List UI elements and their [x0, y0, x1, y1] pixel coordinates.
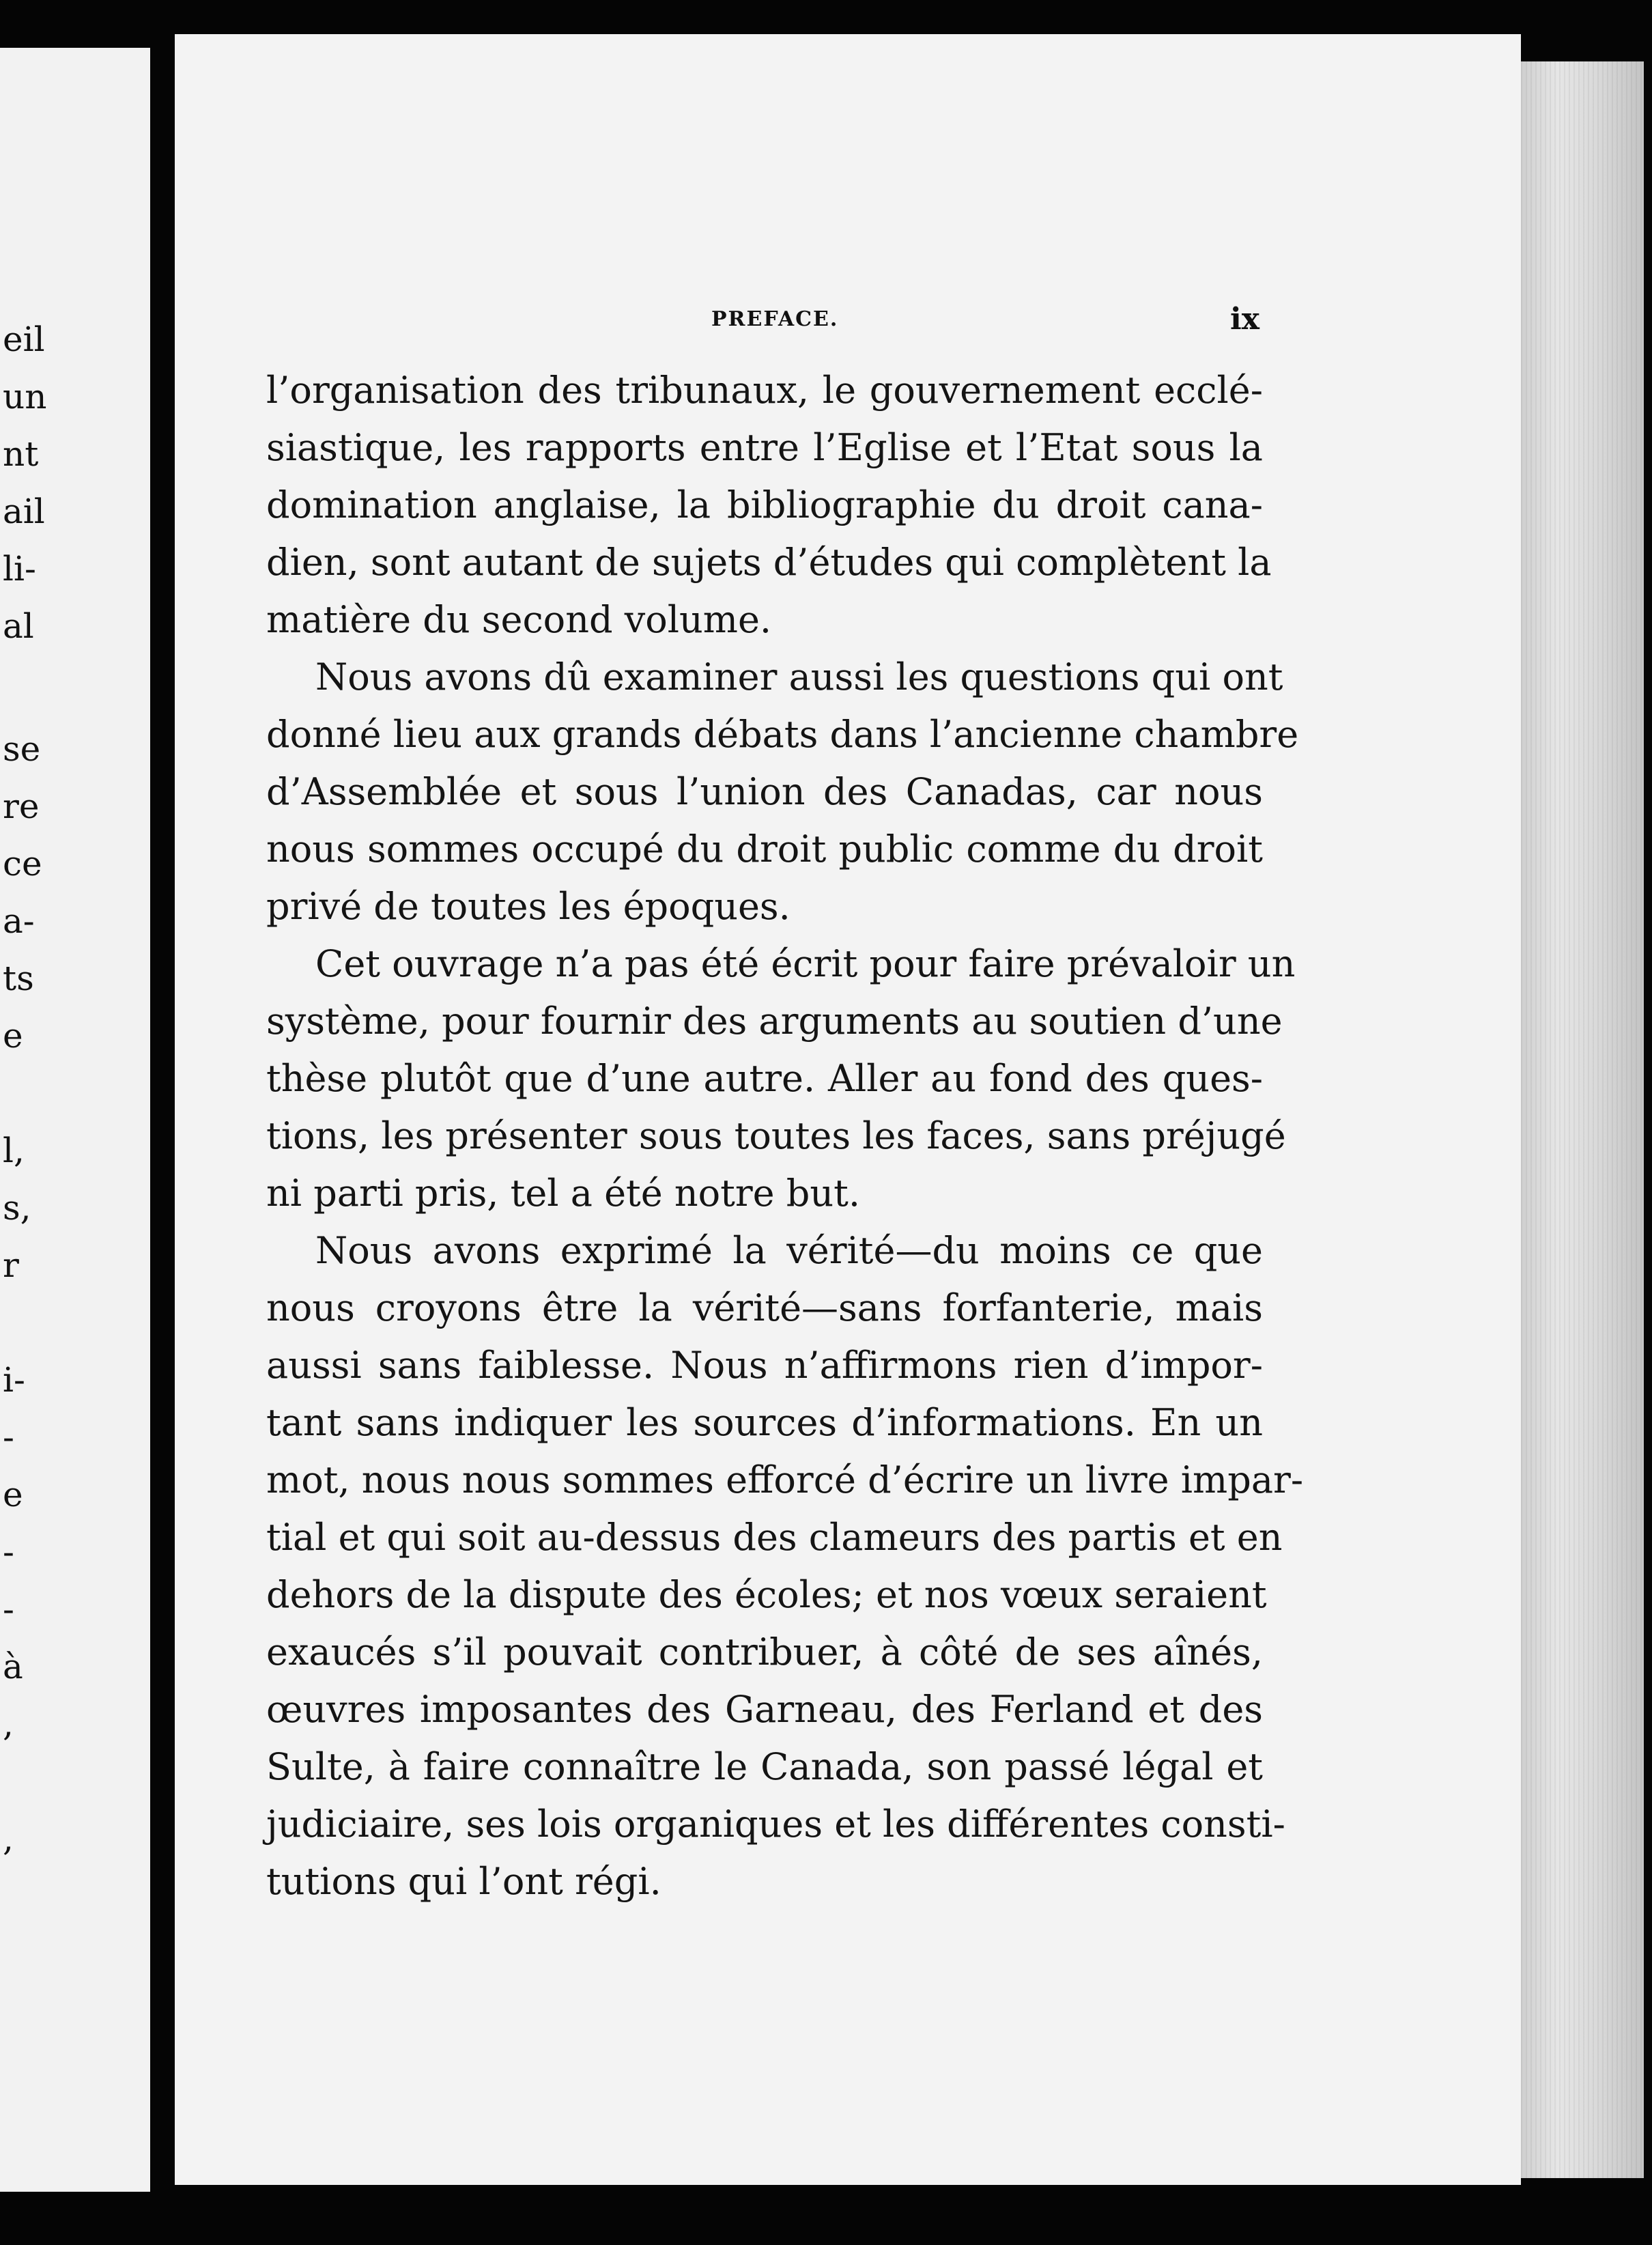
text-line: Cet ouvrage n’a pas été écrit pour faire prévaloir un [315, 942, 1296, 985]
page-number: ix [1230, 302, 1259, 337]
left-fragment: à [3, 1647, 23, 1686]
text-line: dien, sont autant de sujets d’études qui complètent la [266, 541, 1272, 584]
book-page-edge [1521, 61, 1644, 2178]
left-fragment: s, [3, 1188, 31, 1228]
left-fragment: ce [3, 844, 42, 884]
text-line: thèse plutôt que d’une autre. Aller au fond des ques- [266, 1057, 1263, 1100]
left-fragment: li- [3, 549, 36, 589]
left-fragment: ail [3, 492, 45, 531]
left-fragment: se [3, 729, 41, 769]
paragraph [266, 649, 1299, 935]
text-line: tions, les présenter sous toutes les faces, sans préjugé [266, 1114, 1286, 1157]
paragraph [266, 935, 1296, 1222]
text-line: siastique, les rapports entre l’Eglise et l’Etat sous la [266, 426, 1263, 469]
left-fragment: r [3, 1245, 19, 1285]
left-fragment: e [3, 1016, 23, 1056]
left-fragment: ts [3, 959, 34, 998]
left-fragment: e [3, 1475, 23, 1514]
left-fragment: eil [3, 320, 45, 359]
left-fragment: , [3, 1819, 14, 1859]
running-head: PREFACE. [711, 307, 839, 331]
text-line: donné lieu aux grands débats dans l’ancienne chambre [266, 713, 1299, 756]
text-line: privé de toutes les époques. [266, 885, 791, 928]
text-line: œuvres imposantes des Garneau, des Ferland et des [266, 1688, 1263, 1731]
text-line: l’organisation des tribunaux, le gouvernement ecclé- [266, 369, 1263, 412]
text-line: judiciaire, ses lois organiques et les différentes consti- [266, 1803, 1285, 1846]
paragraph [266, 1222, 1304, 1910]
left-fragment: re [3, 787, 40, 826]
left-fragment: nt [3, 434, 39, 474]
text-line: Nous avons dû examiner aussi les questions qui ont [315, 655, 1283, 698]
adjacent-page-strip [0, 48, 150, 2192]
left-fragment: - [3, 1590, 14, 1629]
body-text [266, 362, 1304, 1910]
text-line: exaucés s’il pouvait contribuer, à côté de ses aînés, [266, 1630, 1263, 1674]
text-line: d’Assemblée et sous l’union des Canadas, car nous [266, 770, 1263, 813]
paragraph [266, 362, 1272, 649]
text-line: domination anglaise, la bibliographie du droit cana- [266, 483, 1263, 526]
left-fragment: - [3, 1532, 14, 1572]
left-fragment: , [3, 1704, 14, 1744]
text-line: Sulte, à faire connaître le Canada, son passé légal et [266, 1745, 1263, 1788]
text-line: tial et qui soit au-dessus des clameurs des partis et en [266, 1516, 1283, 1559]
text-line: tant sans indiquer les sources d’informations. En un [266, 1401, 1263, 1444]
text-line: ni parti pris, tel a été notre but. [266, 1172, 860, 1215]
page-header [175, 302, 1521, 337]
text-line: nous sommes occupé du droit public comme du droit [266, 828, 1263, 871]
text-line: dehors de la dispute des écoles; et nos vœux seraient [266, 1573, 1267, 1616]
main-page [175, 34, 1521, 2185]
text-line: Nous avons exprimé la vérité—du moins ce que [315, 1229, 1263, 1272]
left-fragment: l, [3, 1131, 25, 1170]
left-fragment: un [3, 377, 47, 416]
left-fragment: i- [3, 1360, 25, 1400]
text-line: système, pour fournir des arguments au soutien d’une [266, 1000, 1283, 1043]
text-line: matière du second volume. [266, 598, 772, 641]
left-fragment: a- [3, 901, 35, 941]
left-fragment: al [3, 606, 34, 646]
left-fragment: - [3, 1417, 14, 1457]
text-line: nous croyons être la vérité—sans forfanterie, mais [266, 1286, 1263, 1329]
text-line: aussi sans faiblesse. Nous n’affirmons rien d’impor- [266, 1344, 1263, 1387]
text-line: tutions qui l’ont régi. [266, 1860, 661, 1903]
text-line: mot, nous nous sommes efforcé d’écrire un livre impar- [266, 1458, 1304, 1501]
